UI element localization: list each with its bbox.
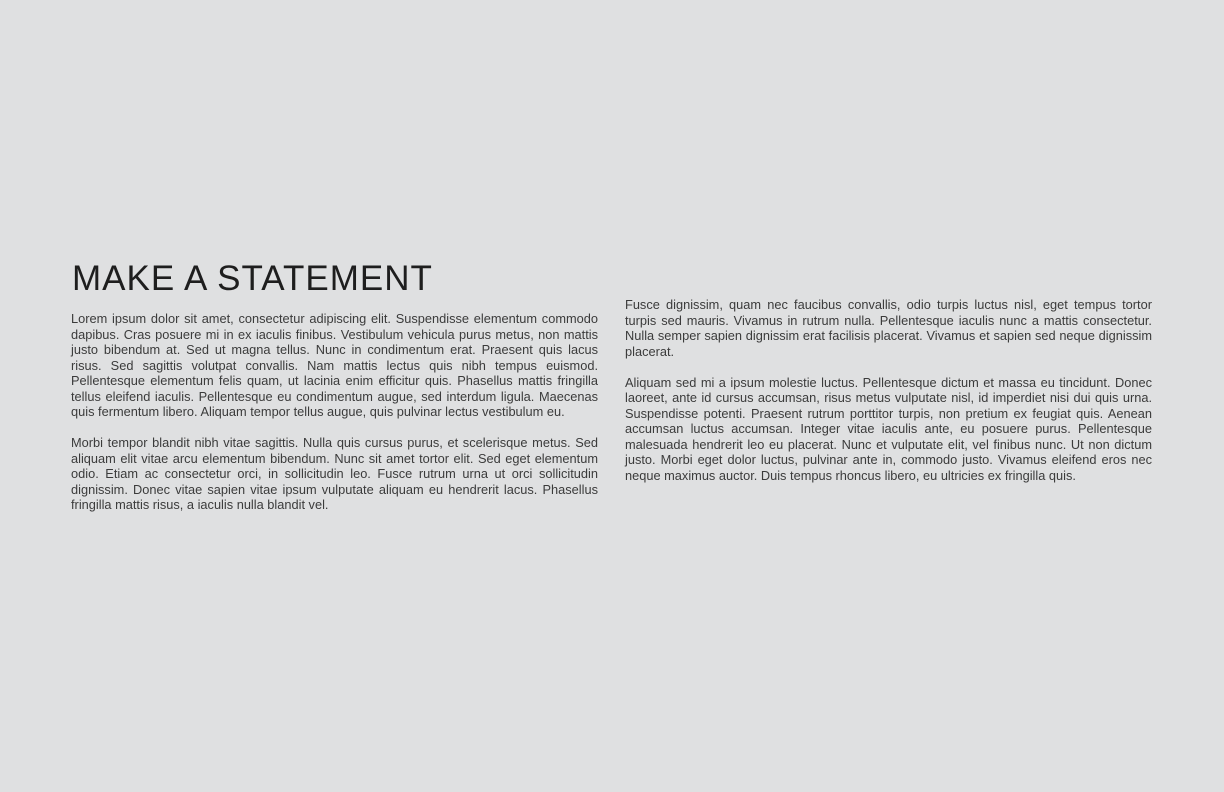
body-paragraph: Lorem ipsum dolor sit amet, consectetur adipiscing elit. Suspendisse elementum commodo dapibus. Cras posuere mi in ex iaculis finibus. Vestibulum vehicula purus metus, non mattis justo bibendum at. Sed ut magna tellus. Nunc in condimentum erat. Praesent quis lacus risus. Sed sagittis volutpat convallis. Nam mattis lectus quis nibh tempus euismod. Pellentesque elementum felis quam, ut lacinia enim efficitur quis. Phasellus mattis fringilla tellus eleifend iaculis. Pellentesque eu condimentum augue, sed interdum ligula. Maecenas quis fermentum libero. Aliquam tempor tellus augue, quis pulvinar lectus vestibulum eu. [71, 311, 598, 419]
body-paragraph: Fusce dignissim, quam nec faucibus convallis, odio turpis luctus nisl, eget tempus tortor turpis sed mauris. Vivamus in rutrum nulla. Pellentesque iaculis nunc a mattis consectetur. Nulla semper sapien dignissim erat facilisis placerat. Vivamus et sapien sed neque dignissim placerat. [625, 297, 1152, 359]
body-paragraph: Aliquam sed mi a ipsum molestie luctus. Pellentesque dictum et massa eu tincidunt. Donec laoreet, ante id cursus accumsan, risus metus vulputate nisl, id imperdiet nisi dui quis urna. Suspendisse potenti. Praesent rutrum porttitor turpis, non pretium ex feugiat quis. Aenean accumsan luctus accumsan. Integer vitae iaculis ante, eu posuere purus. Pellentesque malesuada hendrerit leo eu placerat. Nunc et vulputate elit, vel finibus nunc. Ut non dictum justo. Morbi eget dolor luctus, pulvinar ante in, commodo justo. Vivamus eleifend eros nec neque maximus auctor. Duis tempus rhoncus libero, eu ultricies ex fringilla quis. [625, 374, 1152, 483]
page-title: MAKE A STATEMENT [72, 259, 433, 298]
body-paragraph: Morbi tempor blandit nibh vitae sagittis. Nulla quis cursus purus, et scelerisque metus. Sed aliquam elit vitae arcu elementum bibendum. Nunc sit amet tortor elit. Sed eget elementum odio. Etiam ac consectetur orci, in sollicitudin leo. Fusce rutrum urna ut orci sollicitudin dignissim. Donec vitae sapien vitae ipsum vulputate aliquam eu hendrerit lacus. Phasellus fringilla mattis risus, a iaculis nulla blandit vel. [71, 435, 598, 512]
left-text-column [71, 311, 598, 513]
right-text-column [625, 297, 1152, 483]
